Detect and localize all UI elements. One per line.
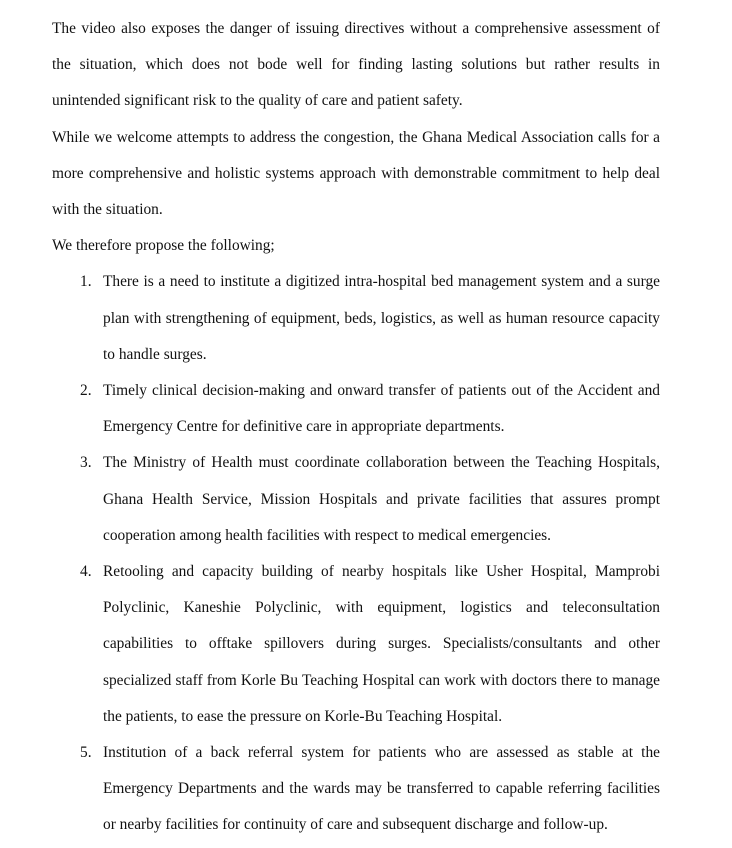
list-number: 4.: [80, 563, 92, 581]
list-item-text: Timely clinical decision-making and onward transfer of patients out of the Accident and Emergency Centre for definitive care in appropriate departments.: [103, 382, 660, 436]
list-number: 1.: [80, 273, 92, 291]
list-item-text: Institution of a back referral system for patients who are assessed as stable at the Emergency Departments and the wards may be transferred to capable referring facilities or nearby facilities for continuity of care and subsequent discharge and follow-up.: [103, 744, 660, 834]
document-page: [52, 11, 660, 844]
paragraph-video-danger: The video also exposes the danger of issuing directives without a comprehensive assessment of the situation, which does not bode well for finding lasting solutions but rather results in unintended significant risk to the quality of care and patient safety.: [52, 20, 660, 110]
list-item: [52, 554, 660, 735]
list-number: 5.: [80, 744, 92, 762]
list-item: [52, 445, 660, 554]
paragraph-gma-call: While we welcome attempts to address the congestion, the Ghana Medical Association calls for a more comprehensive and holistic systems approach with demonstrable commitment to help deal with the situation.: [52, 128, 660, 219]
list-number: 2.: [80, 382, 92, 400]
list-item: [52, 264, 660, 373]
list-item-text: Retooling and capacity building of nearby hospitals like Usher Hospital, Mamprobi Polyclinic, Kaneshie Polyclinic, with equipment, logistics and teleconsultation capabilities to offtake spillovers during surges. Specialists/consultants and other specialized staff from Korle Bu Teaching Hospital can work with doctors there to manage the patients, to ease the pressure on Korle-Bu Teaching Hospital.: [103, 563, 660, 725]
list-item-text: There is a need to institute a digitized intra-hospital bed management system and a surge plan with strengthening of equipment, beds, logistics, as well as human resource capacity to handle surges.: [103, 273, 660, 363]
paragraph-proposal-intro: We therefore propose the following;: [52, 237, 275, 255]
list-item: [52, 373, 660, 445]
list-number: 3.: [80, 454, 92, 472]
list-item-text: The Ministry of Health must coordinate collaboration between the Teaching Hospitals, Ghana Health Service, Mission Hospitals and private facilities that assures prompt cooperation among health facilities with respect to medical emergencies.: [103, 454, 660, 544]
proposal-list: [52, 264, 660, 843]
list-item: [52, 735, 660, 844]
